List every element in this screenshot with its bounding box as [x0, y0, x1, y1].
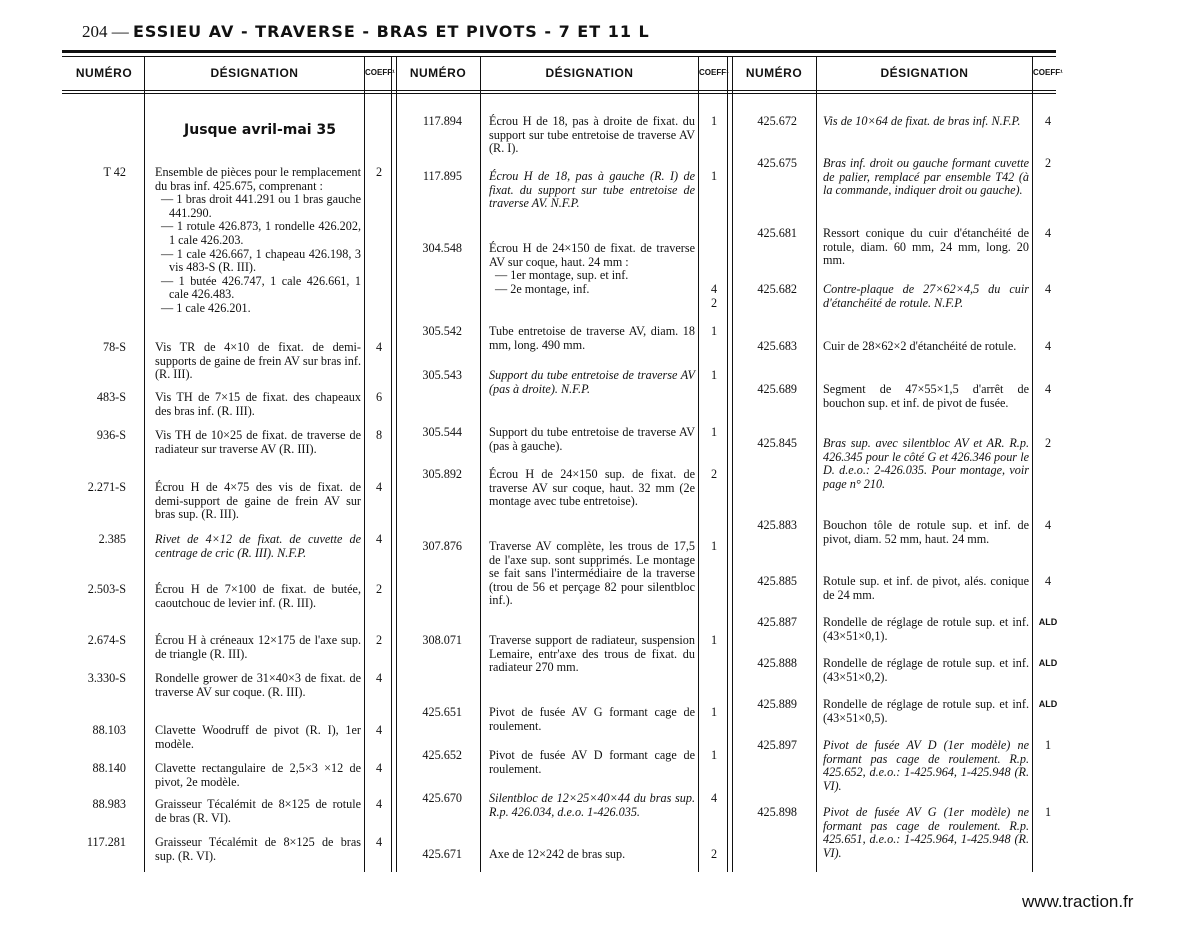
part-designation	[489, 242, 695, 296]
part-coefficient: 2	[710, 847, 718, 861]
part-designation	[823, 157, 1029, 198]
designation-text: Écrou H de 7×100 de fixat. de butée, caoutchouc de levier inf. (R. III).	[155, 582, 361, 610]
part-coefficient: 4	[375, 797, 383, 811]
designation-text: Écrou H de 24×150 de fixat. de traverse AV sur coque, haut. 24 mm :	[489, 241, 695, 269]
part-designation	[155, 166, 361, 316]
header-designation: DÉSIGNATION	[545, 66, 634, 80]
part-number: 117.281	[86, 835, 126, 849]
designation-text: Rivet de 4×12 de fixat. de cuvette de centrage de cric (R. III). N.F.P.	[155, 532, 361, 560]
part-number: 78-S	[102, 340, 126, 354]
part-designation	[155, 672, 361, 699]
designation-text: Support du tube entretoise de traverse AV (pas à droite). N.F.P.	[489, 368, 695, 396]
section-title: Jusque avril-mai 35	[184, 122, 336, 138]
part-number: 425.845	[757, 436, 797, 450]
part-designation	[823, 657, 1029, 684]
part-designation	[155, 533, 361, 560]
part-coefficient: 2	[375, 165, 383, 179]
header-numero: NUMÉRO	[745, 66, 803, 80]
part-designation	[489, 369, 695, 396]
designation-subitem: — 2e montage, inf.	[495, 281, 590, 296]
part-coefficient: 1	[710, 324, 718, 338]
part-number: 425.681	[757, 226, 797, 240]
part-number: 305.543	[422, 368, 462, 382]
page-title: ESSIEU AV - TRAVERSE - BRAS ET PIVOTS - 7 ET 11 L	[133, 22, 650, 41]
part-coefficient: 4	[375, 835, 383, 849]
designation-text: Graisseur Técalémit de 8×125 de rotule de bras (R. VI).	[155, 797, 361, 825]
designation-text: Graisseur Técalémit de 8×125 de bras sup. (R. VI).	[155, 835, 361, 863]
part-designation	[155, 391, 361, 418]
part-coefficient: ALD	[1038, 658, 1058, 668]
designation-text: Clavette Woodruff de pivot (R. I), 1er modèle.	[155, 723, 361, 751]
designation-text: Ressort conique du cuir d'étanchéité de rotule, diam. 60 mm, 24 mm, long. 20 mm.	[823, 226, 1029, 268]
part-coefficient: 1	[710, 114, 718, 128]
part-number: 425.888	[757, 656, 797, 670]
part-number: 305.544	[422, 425, 462, 439]
part-coefficient: 2	[375, 633, 383, 647]
part-number: 425.682	[757, 282, 797, 296]
designation-text: Vis de 10×64 de fixat. de bras inf. N.F.P.	[823, 114, 1021, 128]
part-coefficient: 2	[710, 295, 718, 310]
part-designation	[823, 575, 1029, 602]
part-coefficient: 1	[710, 748, 718, 762]
part-coefficient: 4	[1044, 114, 1052, 128]
part-coefficient: 4	[1044, 226, 1052, 240]
part-number: 425.898	[757, 805, 797, 819]
page-number: 204	[82, 22, 108, 41]
designation-text: Silentbloc de 12×25×40×44 du bras sup. R.p. 426.034, d.e.o. 1-426.035.	[489, 791, 695, 819]
part-coefficient: 1	[710, 368, 718, 382]
part-designation	[489, 170, 695, 211]
part-number: 425.689	[757, 382, 797, 396]
part-number: 305.892	[422, 467, 462, 481]
designation-text: Rondelle de réglage de rotule sup. et inf. (43×51×0,5).	[823, 697, 1029, 725]
part-coefficient: ALD	[1038, 699, 1058, 709]
designation-text: Écrou H de 24×150 sup. de fixat. de traverse AV sur coque, haut. 32 mm (2e montage avec tube entretoise).	[489, 467, 695, 509]
part-number: 425.670	[422, 791, 462, 805]
column-divider	[144, 57, 145, 872]
designation-text: Pivot de fusée AV D (1er modèle) ne formant pas cage de roulement. R.p. 425.652, d.e.o.: 1-425.964, 1-425.948 (R. VI).	[823, 738, 1029, 793]
column-header-rule-thin	[62, 93, 1056, 94]
part-designation	[155, 724, 361, 751]
header-coeff: COEFF¹	[699, 68, 729, 77]
designation-text: Écrou H de 18, pas à gauche (R. I) de fixat. du support sur tube entretoise de traverse AV. N.F.P.	[489, 169, 695, 211]
part-designation	[489, 468, 695, 509]
part-coefficient: 8	[375, 428, 383, 442]
part-designation	[489, 115, 695, 156]
part-coefficient: 4	[710, 282, 718, 296]
designation-subitem: — 1 bras droit 441.291 ou 1 bras gauche 441.290.	[161, 192, 361, 220]
header-rule-thin	[62, 56, 1056, 57]
part-number: 425.885	[757, 574, 797, 588]
part-designation	[155, 429, 361, 456]
part-designation	[155, 798, 361, 825]
designation-text: Bras inf. droit ou gauche formant cuvette de palier, remplacé par ensemble T42 (à la commande, indiquer droit ou gauche).	[823, 156, 1029, 198]
header-coeff: COEFF¹	[365, 68, 395, 77]
part-coefficient: 1	[710, 705, 718, 719]
designation-text: Rotule sup. et inf. de pivot, alés. conique de 24 mm.	[823, 574, 1029, 602]
part-designation	[155, 634, 361, 661]
part-coefficient: 2	[375, 582, 383, 596]
part-designation	[489, 792, 695, 819]
part-number: 3.330-S	[87, 671, 126, 685]
part-coefficient: 2	[1044, 436, 1052, 450]
part-number: 425.889	[757, 697, 797, 711]
part-coefficient: 1	[710, 169, 718, 183]
part-number: 425.672	[757, 114, 797, 128]
watermark-text: www.traction.fr	[1022, 892, 1134, 911]
part-designation	[823, 698, 1029, 725]
part-designation	[823, 383, 1029, 410]
part-coefficient: 4	[1044, 282, 1052, 296]
part-number: 425.683	[757, 339, 797, 353]
part-coefficient: 1	[710, 539, 718, 553]
part-designation	[823, 115, 1029, 129]
designation-text: Vis TR de 4×10 de fixat. de demi-supports de gaine de frein AV sur bras inf. (R. III).	[155, 340, 361, 382]
part-number: 425.675	[757, 156, 797, 170]
part-designation	[155, 762, 361, 789]
designation-text: Axe de 12×242 de bras sup.	[489, 847, 626, 861]
header-dash: —	[111, 22, 129, 41]
part-coefficient: 4	[375, 532, 383, 546]
part-designation	[489, 325, 695, 352]
part-designation	[489, 540, 695, 608]
column-header-rule	[62, 90, 1056, 91]
designation-text: Pivot de fusée AV G (1er modèle) ne formant pas cage de roulement. R.p. 425.651, d.e.o.: 1-425.964, 1-425.948 (R. VI).	[823, 805, 1029, 860]
part-number: 117.895	[422, 169, 462, 183]
part-number: 307.876	[422, 539, 462, 553]
part-coefficient: 4	[375, 671, 383, 685]
designation-subitem: — 1 rotule 426.873, 1 rondelle 426.202, 1 cale 426.203.	[161, 219, 361, 247]
part-number: 425.652	[422, 748, 462, 762]
part-designation	[823, 519, 1029, 546]
designation-subitem: — 1er montage, sup. et inf.	[495, 268, 629, 283]
designation-text: Segment de 47×55×1,5 d'arrêt de bouchon sup. et inf. de pivot de fusée.	[823, 382, 1029, 410]
part-number: 425.883	[757, 518, 797, 532]
designation-text: Bouchon tôle de rotule sup. et inf. de pivot, diam. 52 mm, haut. 24 mm.	[823, 518, 1029, 546]
designation-text: Rondelle de réglage de rotule sup. et inf. (43×51×0,1).	[823, 615, 1029, 643]
part-number: 305.542	[422, 324, 462, 338]
header-designation: DÉSIGNATION	[880, 66, 969, 80]
designation-text: Vis TH de 10×25 de fixat. de traverse de radiateur sur traverse AV (R. III).	[155, 428, 361, 456]
part-coefficient: 1	[710, 633, 718, 647]
part-coefficient: 4	[1044, 518, 1052, 532]
header-numero: NUMÉRO	[75, 66, 133, 80]
part-designation	[489, 634, 695, 675]
part-number: 304.548	[422, 241, 462, 255]
designation-text: Tube entretoise de traverse AV, diam. 18 mm, long. 490 mm.	[489, 324, 695, 352]
part-designation	[489, 749, 695, 776]
part-number: 2.385	[98, 532, 126, 546]
designation-text: Cuir de 28×62×2 d'étanchéité de rotule.	[823, 339, 1017, 353]
part-coefficient: 4	[710, 791, 718, 805]
part-designation	[823, 739, 1029, 793]
designation-text: Support du tube entretoise de traverse AV (pas à gauche).	[489, 425, 695, 453]
column-divider	[480, 57, 481, 872]
designation-subitem: — 1 cale 426.201.	[161, 300, 251, 315]
column-divider	[1032, 57, 1033, 872]
part-number: 88.103	[92, 723, 126, 737]
designation-text: Contre-plaque de 27×62×4,5 du cuir d'étanchéité de rotule. N.F.P.	[823, 282, 1029, 310]
part-number: 936-S	[96, 428, 126, 442]
part-coefficient: 4	[375, 723, 383, 737]
part-coefficient: ALD	[1038, 617, 1058, 627]
part-designation	[155, 341, 361, 382]
part-designation	[155, 583, 361, 610]
part-coefficient: 4	[375, 761, 383, 775]
designation-text: Pivot de fusée AV G formant cage de roulement.	[489, 705, 695, 733]
column-divider	[698, 57, 699, 872]
part-designation	[823, 340, 1029, 354]
part-number: T 42	[103, 165, 126, 179]
designation-text: Rondelle grower de 31×40×3 de fixat. de traverse AV sur coque. (R. III).	[155, 671, 361, 699]
part-designation	[489, 706, 695, 733]
part-designation	[823, 616, 1029, 643]
part-coefficient: 1	[710, 425, 718, 439]
designation-line: Ensemble de pièces pour le remplacement du bras inf. 425.675, comprenant :	[155, 165, 361, 193]
designation-subitem: — 1 cale 426.667, 1 chapeau 426.198, 3 vis 483-S (R. III).	[161, 246, 361, 275]
page-header	[82, 22, 650, 42]
part-coefficient: 4	[375, 480, 383, 494]
part-designation	[155, 481, 361, 522]
designation-text: Traverse support de radiateur, suspension Lemaire, entr'axe des trous de fixat. du radiateur 270 mm.	[489, 633, 695, 675]
part-number: 2.503-S	[87, 582, 126, 596]
part-coefficient: 4	[1044, 574, 1052, 588]
part-coefficient: 4	[1044, 339, 1052, 353]
part-coefficient: 2	[710, 467, 718, 481]
designation-text: Clavette rectangulaire de 2,5×3 ×12 de pivot, 2e modèle.	[155, 761, 361, 789]
part-designation	[489, 426, 695, 453]
header-coeff: COEFF¹	[1033, 68, 1063, 77]
part-number: 117.894	[422, 114, 462, 128]
part-number: 2.674-S	[87, 633, 126, 647]
part-coefficient: 1	[1044, 805, 1052, 819]
part-number: 425.671	[422, 847, 462, 861]
designation-text: Écrou H à créneaux 12×175 de l'axe sup. de triangle (R. III).	[155, 633, 361, 661]
designation-text: Rondelle de réglage de rotule sup. et inf. (43×51×0,2).	[823, 656, 1029, 684]
header-rule	[62, 50, 1056, 53]
part-number: 425.651	[422, 705, 462, 719]
part-designation	[823, 227, 1029, 268]
header-designation: DÉSIGNATION	[210, 66, 299, 80]
part-designation	[823, 806, 1029, 860]
part-number: 88.140	[92, 761, 126, 775]
part-designation	[823, 437, 1029, 491]
header-numero: NUMÉRO	[409, 66, 467, 80]
part-coefficient: 2	[1044, 156, 1052, 170]
part-coefficient: 4	[1044, 382, 1052, 396]
part-number: 2.271-S	[87, 480, 126, 494]
part-number: 425.897	[757, 738, 797, 752]
designation-text: Pivot de fusée AV D formant cage de roulement.	[489, 748, 695, 776]
part-designation	[823, 283, 1029, 310]
part-coefficient: 6	[375, 390, 383, 404]
designation-text: Traverse AV complète, les trous de 17,5 de l'axe sup. sont supprimés. Le montage se fait sans l'intermédiaire de la traverse (trou de 56 et perçage 82 pour silentbloc inf.).	[489, 539, 695, 608]
designation-text: Écrou H de 4×75 des vis de fixat. de demi-support de gaine de frein AV sur bras sup. (R. III).	[155, 480, 361, 522]
part-designation	[155, 836, 361, 863]
designation-text: Vis TH de 7×15 de fixat. des chapeaux des bras inf. (R. III).	[155, 390, 361, 418]
designation-text: Écrou H de 18, pas à droite de fixat. du support sur tube entretoise de traverse AV (R. I).	[489, 114, 695, 156]
part-number: 425.887	[757, 615, 797, 629]
part-designation	[489, 848, 695, 862]
column-divider	[816, 57, 817, 872]
designation-text: Bras sup. avec silentbloc AV et AR. R.p. 426.345 pour le côté G et 426.346 pour le D. d.e.o.: 2-426.035. Pour montage, voir page n° 210.	[823, 436, 1029, 491]
part-number: 483-S	[96, 390, 126, 404]
part-number: 308.071	[422, 633, 462, 647]
part-coefficient: 4	[375, 340, 383, 354]
part-coefficient: 1	[1044, 738, 1052, 752]
designation-subitem: — 1 butée 426.747, 1 cale 426.661, 1 cale 426.483.	[161, 273, 361, 302]
column-divider	[364, 57, 365, 872]
part-number: 88.983	[92, 797, 126, 811]
